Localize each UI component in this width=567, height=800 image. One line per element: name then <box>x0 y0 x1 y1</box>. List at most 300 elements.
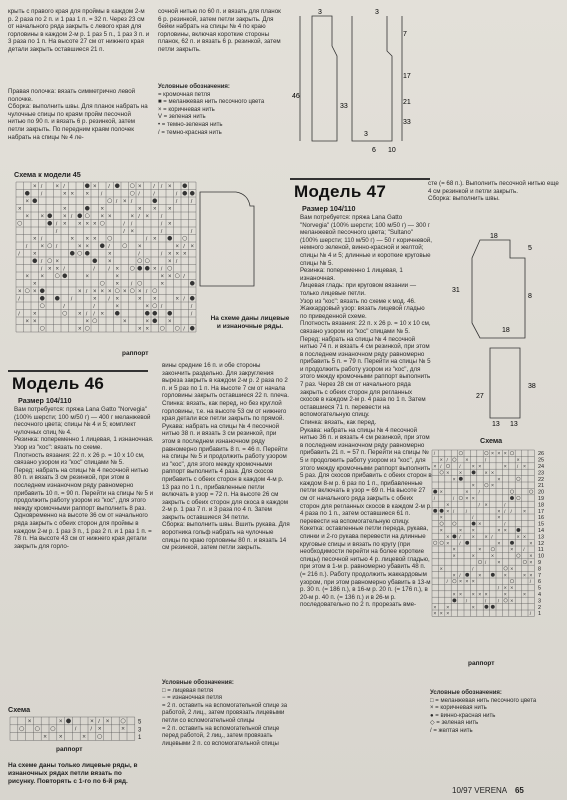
grid-mark: / <box>478 490 480 496</box>
grid-mark: × <box>439 566 443 573</box>
grid-mark <box>440 509 444 513</box>
grid-mark: / <box>504 503 506 509</box>
grid-mark: × <box>122 318 127 325</box>
grid-mark: × <box>529 540 533 547</box>
grid-mark: × <box>465 489 469 496</box>
grid-mark: / <box>138 251 140 258</box>
grid-mark: / <box>523 548 525 554</box>
schema45-title: Схема к модели 45 <box>14 170 81 179</box>
grid-mark: / <box>440 465 442 470</box>
legend-item: / = темно-красная нить <box>158 129 222 136</box>
dim-label: 38 <box>528 383 536 390</box>
model46-title: Модель 46 <box>12 374 105 393</box>
grid-mark: × <box>523 572 526 579</box>
grid-mark: × <box>32 183 37 190</box>
model45-piece-outline <box>196 182 276 302</box>
grid-mark: × <box>497 528 501 534</box>
grid-mark: / <box>160 221 163 228</box>
grid-mark <box>510 451 514 455</box>
grid-mark <box>48 259 52 263</box>
dim-label: 3 <box>364 131 368 138</box>
grid-mark <box>145 311 149 315</box>
grid-mark: × <box>62 221 67 228</box>
grid-mark <box>510 541 514 545</box>
model45-text-mid: сочной нитью по 60 п. и вязать для планок 6 р. резинкой, затем петли закрыть. Для бейки набрать на спицы № 4 по краю горловины, включая короткие стороны планок, 62 п. и вязать 6 р. резинкой, затем петли закрыть. <box>158 8 283 53</box>
grid-mark: / <box>175 258 178 265</box>
dim-label: 3 <box>375 9 379 16</box>
grid-mark: / <box>115 198 118 205</box>
grid-mark: / <box>497 586 500 592</box>
grid-mark: × <box>452 547 456 554</box>
grid-mark: / <box>63 183 65 190</box>
grid-mark: × <box>175 243 179 250</box>
grid-mark: × <box>115 296 119 303</box>
grid-mark: × <box>40 213 44 220</box>
grid-mark <box>63 311 67 315</box>
grid-mark <box>40 304 44 308</box>
model47-size: Размер 104/110 <box>302 204 356 213</box>
grid-mark: / <box>491 535 493 541</box>
grid-mark: / <box>433 497 436 502</box>
grid-mark <box>70 251 74 255</box>
grid-mark: / <box>190 311 193 318</box>
grid-mark: × <box>100 288 104 295</box>
grid-mark: / <box>459 573 461 579</box>
row-number: 5 <box>138 719 142 726</box>
grid-mark: / <box>74 726 77 733</box>
grid-mark: × <box>92 221 97 228</box>
grid-mark <box>465 573 469 577</box>
grid-mark: / <box>190 198 193 205</box>
grid-mark: × <box>17 288 22 295</box>
grid-mark <box>93 319 97 323</box>
grid-mark <box>153 199 157 203</box>
grid-mark <box>33 259 37 263</box>
model47-text: Вам потребуется: пряжа Lana Gatto "Norvegia" (100% шерсти; 100 м/50 г) — 300 г меланжевой песочного цвета; "Sultano" (100% шерсти; 110 м/50 г) — 50 г коричневой, немного зеленой, винно-красной и желтой; спицы № 4 и 5; длинные и короткие круговые спицы № 5. Резинка: попеременно 1 лицевая, 1 изнаночная. Лицевая гладь: при круговом вязании — только лицевые петли. Узор из "кос": вязать по схеме к мод. 46. Жаккардовый узор: вязать лицевой гладью по приведенной схеме. Плотность вязания: 22 п. х 26 р. = 10 х 10 см, связано узором из "кос" спицами № 5. Перед: набрать на спицы № 4 песочной нитью 74 п. и вязать 4 см резинкой, при этом в последнем изнаночном ряду равномерно прибавить 5 п. = 79 п. Перейти на спицы № 5 и продолжить работу узором из "кос", для этого между кромочными раппорт выполнить 7 раз. Через 28 см от начального ряда закрыть с обеих сторон для регланных скосов в каждом 2-м р. 4 раза по 1 п. Затем оставшиеся 71 п. перевести на вспомогательную спицу. Спинка: вязать, как перед. Рукава: набрать на спицы № 4 песочной нитью 36 п. и вязать 4 см резинкой, при этом в последнем изнаночном ряду равномерно прибавить 21 п. = 57 п. Перейти на спицы № 5 и продолжить работу узором из "кос", для этого между кромочными раппорт выполнить 5 раз. Для скосов прибавить с обеих сторон в каждом 8-м р. 6 раз по 1 п., прибавленные петли включать в узор = 69 п. На высоте 27 см от начального ряда закрыть с обеих сторон для регланных скосов в каждом 2-м р. 4 раза по 1 п., затем оставшиеся 61 п. перевести на вспомогательную спицу. Кокетка: оставленные петли переда, рукава, спинки и 2-го рукава перевести на длинные круговые спицы и вязать по кругу (при необходимости перейти на более короткие спицы) песочной нитью 4 р. лицевой гладью, при этом в 1-м р. равномерно убавить 48 п. (= 216 п.). Работу продолжить жаккардовым узором, при этом равномерно убавить в 13-м р. 30 п. (= 186 п.), в 16-м р. 20 п. (= 176 п.), в 20-м р. 40 п. (= 136 п.) и в 26-м р. последовательно по 2 п. прорезать вме- <box>300 214 432 609</box>
grid-mark: × <box>446 540 450 547</box>
grid-mark: × <box>32 318 37 325</box>
row-number: 24 <box>538 464 545 470</box>
grid-mark: / <box>130 221 133 228</box>
grid-mark <box>138 259 142 263</box>
grid-mark: / <box>516 465 519 470</box>
grid-mark: × <box>478 592 482 598</box>
grid-mark: / <box>40 266 43 273</box>
grid-mark: × <box>107 258 112 265</box>
grid-mark: / <box>40 258 43 265</box>
grid-mark: × <box>145 213 149 220</box>
grid-mark: × <box>32 311 37 318</box>
grid-mark: × <box>32 281 37 288</box>
grid-mark <box>529 490 533 494</box>
grid-mark: / <box>459 535 461 541</box>
grid-mark: / <box>93 266 95 273</box>
grid-mark <box>160 326 164 330</box>
grid-mark: × <box>484 534 488 541</box>
legend-item: • = темно-зеленая нить <box>158 121 223 128</box>
grid-mark: / <box>145 236 148 243</box>
grid-mark: / <box>108 266 110 273</box>
grid-mark: / <box>484 458 487 464</box>
grid-mark: / <box>90 726 93 733</box>
grid-mark <box>517 477 521 481</box>
grid-mark <box>25 191 29 195</box>
grid-mark <box>153 304 157 308</box>
grid-mark: / <box>529 580 532 586</box>
grid-mark: / <box>153 191 155 198</box>
legend-item: × = коричневая нить <box>158 106 215 113</box>
grid-mark: × <box>452 553 456 560</box>
grid-mark: × <box>516 534 520 541</box>
dim-label: 21 <box>403 99 411 106</box>
grid-mark: × <box>478 521 482 528</box>
model45-assembly-text: Правая полочка: вязать симметрично левой полочке. Сборка: выполнить швы. Для планок набрать на чулочные спицы по краям пройм песочной нитью по 90 п. и вязать 6 р. резинкой, затем петли закрыть. По передним краям полочек набрать на спицы № 4 ле- <box>8 88 148 141</box>
grid-mark <box>453 579 457 583</box>
model46-size: Размер 104/110 <box>18 396 72 405</box>
grid-mark: × <box>58 733 63 741</box>
grid-mark: / <box>160 183 163 190</box>
grid-mark <box>190 191 194 195</box>
grid-mark: × <box>439 528 443 534</box>
grid-mark <box>66 719 70 723</box>
dim-label: 33 <box>403 119 411 126</box>
grid-mark: × <box>523 508 526 515</box>
grid-mark: / <box>452 497 455 502</box>
grid-mark <box>115 289 119 293</box>
grid-mark: × <box>439 515 443 522</box>
grid-mark <box>504 599 508 603</box>
grid-mark: / <box>160 228 163 235</box>
grid-mark: / <box>40 236 43 243</box>
row-number: 23 <box>538 470 545 477</box>
grid-mark <box>108 236 112 240</box>
grid-mark <box>48 244 52 248</box>
grid-mark: × <box>122 198 127 205</box>
grid-mark: × <box>433 604 437 611</box>
row-number: 19 <box>538 496 545 502</box>
grid-mark <box>453 458 457 462</box>
row-number: 20 <box>538 489 545 496</box>
grid-mark: × <box>433 464 437 470</box>
grid-mark <box>491 573 495 577</box>
grid-mark: × <box>439 489 443 496</box>
grid-mark: × <box>152 236 157 243</box>
grid-mark <box>168 311 172 315</box>
model46-text: Вам потребуется: пряжа Lana Gatto "Norvegia" (100% шерсти; 100 м/50 г) — 400 г меланжевой песочного цвета; спицы № 4 и 5; комплект чулочных спиц № 4. Резинка: попеременно 1 лицевая, 1 изнаночная. Узор из "кос": вязать по схеме. Плотность вязания: 22 п. х 26 р. = 10 х 10 см, связано узором из "кос" спицами № 5. Перед: набрать на спицы № 4 песочной нитью 80 п. и вязать 3 см резинкой, при этом в последнем изнаночном ряду равномерно прибавить 10 п. = 90 п. Перейти на спицы № 5 и продолжить работу узором из "кос", для этого между кромочными раппорт выполнить 8 раз. Одновременно на высоте 36 см от начального ряда закрыть с обеих сторон для проймы в каждом 2-м р. 1 раз 3 п., 1 раз 2 п. и 1 раз 1 п. = 78 п. На высоте 43 см от нижнего края детали закрыть для горло- <box>14 406 154 550</box>
grid-mark: × <box>471 483 475 490</box>
grid-mark: × <box>82 733 86 741</box>
grid-mark: × <box>92 296 97 303</box>
grid-mark <box>40 326 44 330</box>
dim-label: 6 <box>372 147 376 154</box>
legend-item: / = желтая нить <box>430 727 473 734</box>
grid-mark: / <box>153 183 155 190</box>
grid-mark <box>85 184 89 188</box>
grid-mark: × <box>491 483 494 490</box>
grid-mark <box>190 281 194 285</box>
grid-mark: × <box>43 733 47 741</box>
grid-mark <box>175 326 179 330</box>
row-number: 1 <box>138 735 142 742</box>
grid-mark: × <box>167 221 172 228</box>
grid-mark: × <box>529 560 533 566</box>
grid-mark: / <box>130 281 133 288</box>
grid-mark: × <box>167 183 172 190</box>
grid-mark: × <box>32 288 37 295</box>
row-number: 16 <box>538 515 545 522</box>
grid-mark: × <box>152 296 157 303</box>
grid-mark: × <box>17 206 22 213</box>
grid-mark: / <box>478 503 480 509</box>
model46-text-mid: вины средние 16 п. и обе стороны закончить раздельно. Для закругления выреза закрыть в каждом 2-м р. 2 раза по 2 п. и 5 раз по 1 п. На высоте 7 см от начала горловины закрыть оставшиеся 22 п. плеча. Спинка: вязать, как перед, но без круглой горловины, т.е. на высоте 53 см от нижнего края детали все петли закрыть по прямой. Рукава: набрать на спицы № 4 песочной нитью 38 п. и вязать 3 см резинкой, при этом в последнем изнаночном ряду равномерно прибавить 8 п. = 46 п. Перейти на спицы № 5 и продолжить работу узором из "кос", для этого между кромочными раппорт выполнить 4 раза. Для скосов прибавить с обеих сторон в каждом 4-м р. 13 раз по 1 п., прибавленные петли включать в узор = 72 п. На высоте 26 см закрыть с обеих сторон для скоса в каждом 2-м р. 1 раз 7 п. и 3 раза по 4 п. Затем закрыть оставшиеся 34 петли. Сборка: выполнить швы. Вшить рукава. Для воротника гольф набрать на чулочные спицы по краю горловины 80 п. и вязать 14 см резинкой, затем петли закрыть. <box>162 362 290 552</box>
grid-mark <box>510 579 514 583</box>
grid-mark: / <box>472 516 474 522</box>
grid-mark: / <box>529 612 532 618</box>
grid-mark: × <box>446 604 450 611</box>
model45-schematic <box>292 6 422 156</box>
grid-mark: × <box>58 717 63 725</box>
grid-mark <box>453 599 457 603</box>
schema47-rapport: раппорт <box>468 660 495 667</box>
grid-mark: × <box>478 547 482 554</box>
grid-mark <box>33 199 37 203</box>
grid-mark: × <box>77 221 82 228</box>
model47-schematic <box>450 228 560 428</box>
row-number: 7 <box>538 572 542 579</box>
grid-mark: × <box>459 592 462 598</box>
grid-mark <box>78 214 82 218</box>
grid-mark: × <box>97 725 102 733</box>
row-number: 22 <box>538 476 545 483</box>
grid-mark: / <box>108 296 110 303</box>
grid-mark: × <box>452 476 456 483</box>
grid-mark <box>48 214 52 218</box>
row-number: 2 <box>538 604 542 611</box>
grid-mark: × <box>107 213 112 220</box>
grid-mark <box>459 451 463 455</box>
grid-mark: × <box>70 236 74 243</box>
grid-mark: × <box>497 560 501 566</box>
grid-mark <box>121 719 125 723</box>
dim-label: 7 <box>403 31 407 38</box>
grid-mark: / <box>190 228 193 235</box>
grid-mark: × <box>503 592 507 598</box>
grid-mark: × <box>152 206 157 213</box>
grid-mark: / <box>446 458 448 464</box>
grid-mark: / <box>504 509 506 515</box>
grid-mark: × <box>32 236 37 243</box>
grid-mark: × <box>55 183 59 190</box>
grid-mark <box>153 289 157 293</box>
grid-mark: / <box>18 311 20 318</box>
grid-mark: × <box>523 592 526 598</box>
grid-mark: × <box>122 288 127 295</box>
grid-mark: × <box>137 243 142 250</box>
grid-mark <box>145 266 149 270</box>
legend-model46 <box>162 680 290 748</box>
grid-mark: × <box>32 251 37 258</box>
grid-mark: × <box>471 534 475 541</box>
row-number: 9 <box>538 560 542 566</box>
grid-mark: / <box>183 273 185 280</box>
legend-item: □ = лицевая петля <box>162 687 214 694</box>
legend-item: × = коричневая нить <box>430 705 487 712</box>
grid-mark: × <box>40 243 44 250</box>
grid-mark: × <box>471 528 475 534</box>
dim-label: 5 <box>528 245 532 252</box>
grid-mark: / <box>123 221 125 228</box>
grid-mark: × <box>85 243 89 250</box>
grid-mark: × <box>452 572 456 579</box>
grid-mark: × <box>510 566 514 573</box>
grid-mark <box>153 311 157 315</box>
grid-mark: × <box>105 717 110 725</box>
grid-mark: × <box>465 457 469 464</box>
legend-item: = 2 п. оставить на вспомогательной спице перед работой, 2 лиц., затем провязать лицевыми 2 п. со вспомогательной спицы <box>162 725 280 747</box>
grid-mark: × <box>62 191 67 198</box>
grid-mark: / <box>472 567 474 573</box>
schema45-grid <box>8 178 208 358</box>
grid-mark <box>48 221 52 225</box>
grid-mark: × <box>175 251 179 258</box>
grid-mark <box>100 244 104 248</box>
grid-mark: / <box>160 266 163 273</box>
page-footer <box>452 786 524 795</box>
schema46-grid <box>8 714 158 744</box>
grid-mark <box>108 199 112 203</box>
grid-mark: × <box>175 296 179 303</box>
grid-mark <box>453 535 457 539</box>
grid-mark: × <box>471 592 475 598</box>
grid-mark: × <box>516 457 520 464</box>
grid-mark: × <box>471 464 475 470</box>
row-number: 14 <box>538 528 545 534</box>
model47-title: Модель 47 <box>294 182 387 201</box>
grid-mark: × <box>439 457 443 464</box>
grid-mark: × <box>145 326 149 333</box>
dim-label: 13 <box>492 421 500 428</box>
grid-mark: × <box>137 296 142 303</box>
legend-title: Условные обозначения: <box>158 84 230 90</box>
grid-mark: / <box>25 243 28 250</box>
grid-mark: × <box>510 585 514 592</box>
grid-mark: × <box>77 311 82 318</box>
grid-mark: × <box>25 213 29 220</box>
legend-item: ■ = меланжевая нить песочного цвета <box>158 99 265 106</box>
grid-mark: / <box>465 599 468 605</box>
grid-mark <box>18 221 22 225</box>
grid-mark: × <box>55 258 59 265</box>
grid-mark <box>183 236 187 240</box>
grid-mark <box>504 567 508 571</box>
legend-model45 <box>158 84 283 137</box>
grid-mark <box>491 605 495 609</box>
grid-mark <box>123 244 127 248</box>
dim-label: 33 <box>340 103 348 110</box>
grid-mark: × <box>145 303 149 310</box>
grid-mark: / <box>446 580 448 586</box>
grid-mark <box>440 541 444 545</box>
grid-mark: / <box>504 522 506 528</box>
grid-mark <box>175 274 179 278</box>
grid-mark <box>100 221 104 225</box>
grid-mark <box>20 727 24 731</box>
legend-item: = 2 п. оставить на вспомогательной спице за работой, 2 лиц., затем провязать лицевыми петли со вспомогательной спицы <box>162 702 288 724</box>
schema47-grid <box>430 446 555 626</box>
grid-mark: × <box>137 206 142 213</box>
grid-mark: × <box>446 508 450 515</box>
row-number: 17 <box>538 508 545 515</box>
grid-mark: / <box>55 221 58 228</box>
grid-mark <box>63 274 67 278</box>
grid-mark: / <box>145 288 148 295</box>
grid-mark: × <box>145 318 149 325</box>
grid-mark <box>433 490 437 494</box>
grid-mark: / <box>459 541 461 547</box>
schema46-rapport: раппорт <box>56 746 83 753</box>
grid-mark: × <box>85 273 89 280</box>
grid-mark <box>485 451 489 455</box>
grid-mark <box>433 509 437 513</box>
grid-mark <box>485 483 489 487</box>
grid-mark: × <box>465 579 469 586</box>
legend-title: Условные обозначения: <box>162 680 234 686</box>
grid-mark: × <box>484 502 488 509</box>
grid-mark <box>485 605 489 609</box>
grid-mark: / <box>497 599 500 605</box>
grid-mark: / <box>465 509 468 515</box>
dim-label: 31 <box>452 287 460 294</box>
grid-mark: / <box>63 266 65 273</box>
grid-mark: × <box>85 221 89 228</box>
grid-mark: × <box>92 288 97 295</box>
grid-mark: / <box>55 228 58 235</box>
grid-mark: × <box>100 213 104 220</box>
legend-item: = кромочная петля <box>158 91 211 98</box>
grid-mark: × <box>471 579 475 586</box>
page-number: 65 <box>514 786 524 795</box>
grid-mark: × <box>497 540 501 547</box>
grid-mark <box>440 522 444 526</box>
row-number: 1 <box>538 611 542 618</box>
grid-mark <box>130 266 134 270</box>
grid-mark: / <box>70 213 73 220</box>
grid-mark: × <box>484 592 488 598</box>
grid-mark: / <box>138 213 140 220</box>
grid-mark: × <box>503 585 507 592</box>
grid-mark: × <box>160 273 164 280</box>
grid-mark: × <box>459 579 462 586</box>
grid-mark <box>472 522 476 526</box>
grid-mark: × <box>167 258 172 265</box>
grid-mark: × <box>90 717 94 725</box>
grid-mark: × <box>491 451 494 458</box>
grid-mark <box>40 289 44 293</box>
grid-mark: × <box>510 547 514 554</box>
grid-mark: × <box>497 451 501 458</box>
grid-mark: × <box>115 303 119 310</box>
grid-mark: × <box>471 553 475 560</box>
grid-mark: × <box>433 611 437 618</box>
grid-mark <box>459 477 463 481</box>
grid-mark <box>85 251 89 255</box>
grid-mark: × <box>107 251 112 258</box>
grid-mark <box>130 184 134 188</box>
row-number: 15 <box>538 521 545 528</box>
grid-mark <box>465 541 469 545</box>
grid-mark: × <box>446 502 450 509</box>
grid-mark: × <box>510 598 514 605</box>
